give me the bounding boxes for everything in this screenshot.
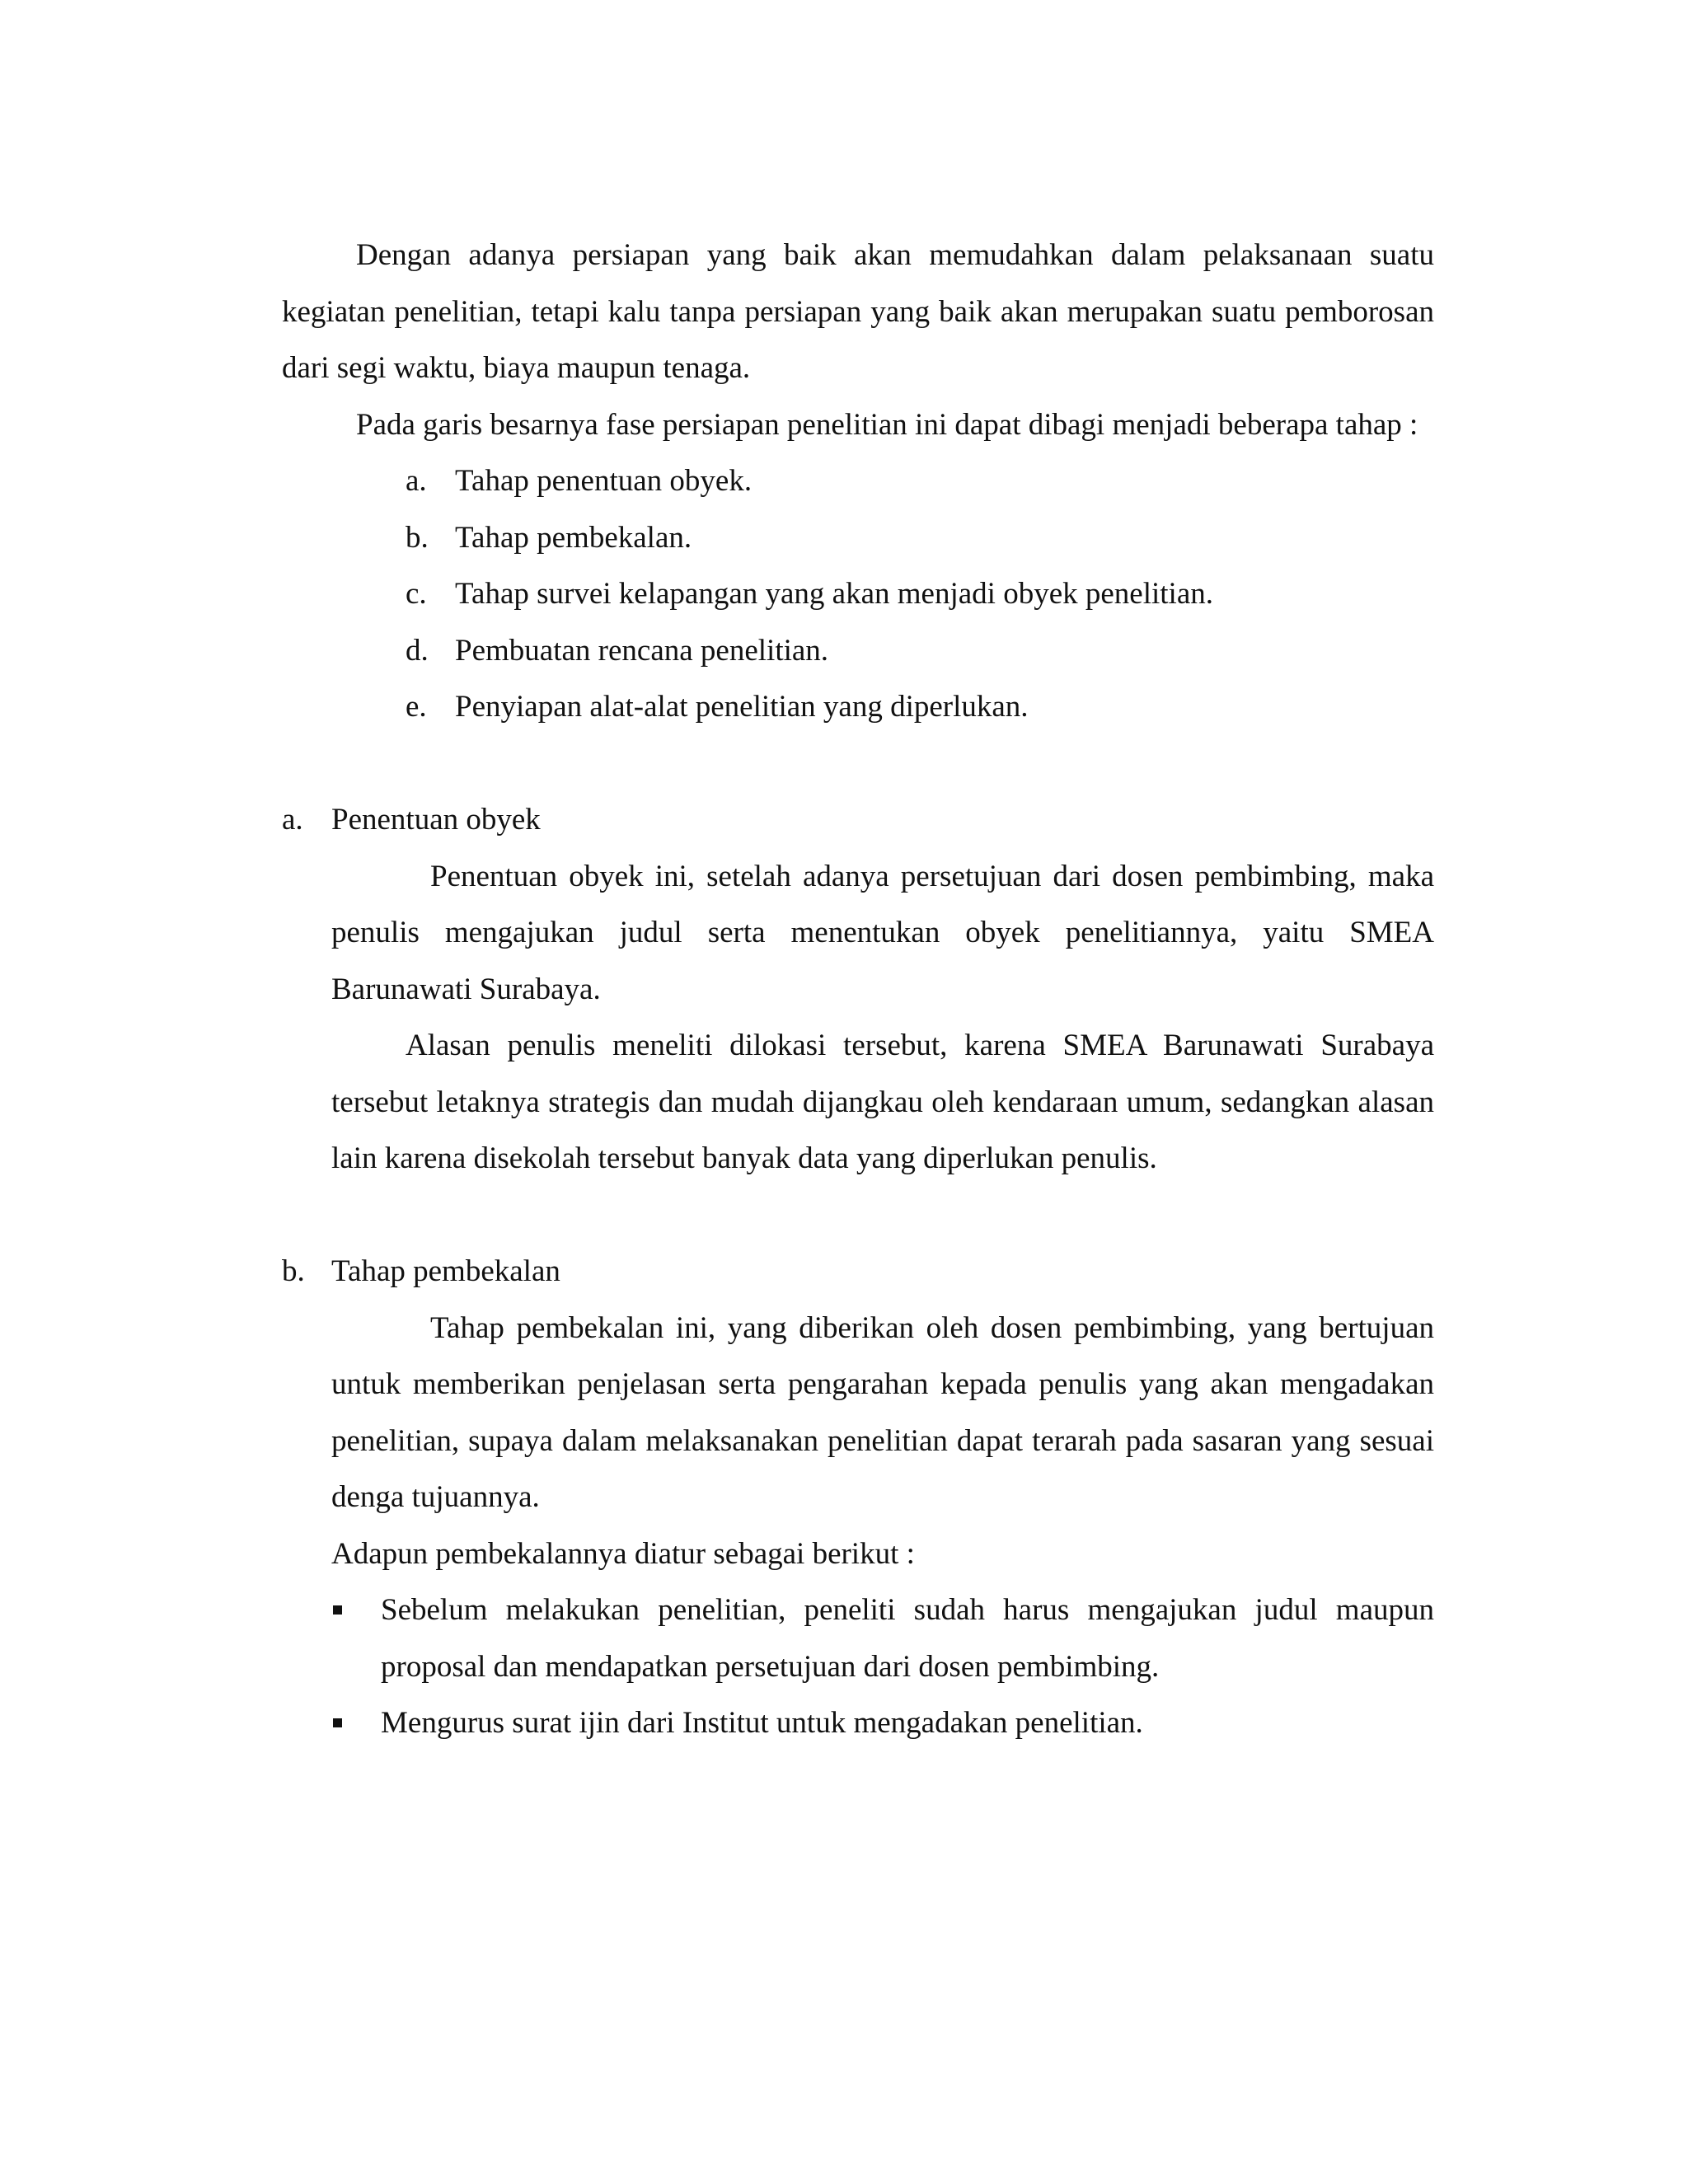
section-marker: b. <box>282 1254 305 1288</box>
section-title: Tahap pembekalan <box>331 1254 560 1288</box>
intro-paragraph-2: Pada garis besarnya fase persiapan penelitian ini dapat dibagi menjadi beberapa tahap : <box>356 407 1418 442</box>
list-item-text: Tahap penentuan obyek. <box>455 464 753 498</box>
stage-list <box>282 453 1434 736</box>
list-item <box>282 679 1434 736</box>
section-b-body <box>331 1301 1434 1752</box>
bullet-text: Sebelum melakukan penelitian, peneliti sudah harus mengajukan judul maupun proposal dan mendapatkan persetujuan dari dosen pembimbing. <box>381 1593 1434 1684</box>
list-item-text: Tahap pembekalan. <box>455 520 692 555</box>
section-b-paragraph-1: Tahap pembekalan ini, yang diberikan oleh dosen pembimbing, yang bertujuan untuk memberikan penjelasan serta pengarahan kepada penulis yang akan mengadakan penelitian, supaya dalam melaksanakan penelitian dapat terarah pada sasaran yang sesuai denga tujuannya. <box>331 1310 1434 1514</box>
square-bullet-icon <box>333 1605 342 1615</box>
list-item <box>282 453 1434 510</box>
section-title: Penentuan obyek <box>331 803 541 837</box>
bullet-text: Mengurus surat ijin dari Institut untuk mengadakan penelitian. <box>381 1706 1143 1740</box>
section-b-heading <box>282 1244 1434 1301</box>
bullet-list <box>331 1582 1434 1752</box>
page-content <box>282 227 1434 1752</box>
list-marker: e. <box>406 690 427 724</box>
list-item-text: Penyiapan alat-alat penelitian yang diperlukan. <box>455 690 1029 724</box>
section-spacer <box>282 1188 1434 1244</box>
section-a-body <box>331 849 1434 1188</box>
list-item <box>331 1695 1434 1752</box>
section-b-paragraph-2: Adapun pembekalannya diatur sebagai berikut : <box>331 1536 915 1571</box>
section-a-paragraph-1: Penentuan obyek ini, setelah adanya persetujuan dari dosen pembimbing, maka penulis mengajukan judul serta menentukan obyek penelitiannya, yaitu SMEA Barunawati Surabaya. <box>331 859 1434 1006</box>
list-item <box>282 510 1434 567</box>
list-item <box>282 623 1434 680</box>
section-spacer <box>282 736 1434 793</box>
square-bullet-icon <box>333 1718 342 1727</box>
list-item <box>282 566 1434 623</box>
intro-paragraph-1: Dengan adanya persiapan yang baik akan memudahkan dalam pelaksanaan suatu kegiatan penelitian, tetapi kalu tanpa persiapan yang baik akan merupakan suatu pemborosan dari segi waktu, biaya maupun tenaga. <box>282 238 1434 385</box>
list-marker: c. <box>406 577 427 611</box>
list-marker: b. <box>406 520 429 555</box>
list-item-text: Pembuatan rencana penelitian. <box>455 633 829 668</box>
list-marker: d. <box>406 633 429 668</box>
list-marker: a. <box>406 464 427 498</box>
section-a-paragraph-2: Alasan penulis meneliti dilokasi tersebut, karena SMEA Barunawati Surabaya tersebut letaknya strategis dan mudah dijangkau oleh kendaraan umum, sedangkan alasan lain karena disekolah tersebut banyak data yang diperlukan penulis. <box>331 1029 1434 1175</box>
list-item-text: Tahap survei kelapangan yang akan menjadi obyek penelitian. <box>455 577 1214 611</box>
list-item <box>331 1582 1434 1695</box>
section-a-heading <box>282 792 1434 849</box>
section-marker: a. <box>282 803 303 837</box>
